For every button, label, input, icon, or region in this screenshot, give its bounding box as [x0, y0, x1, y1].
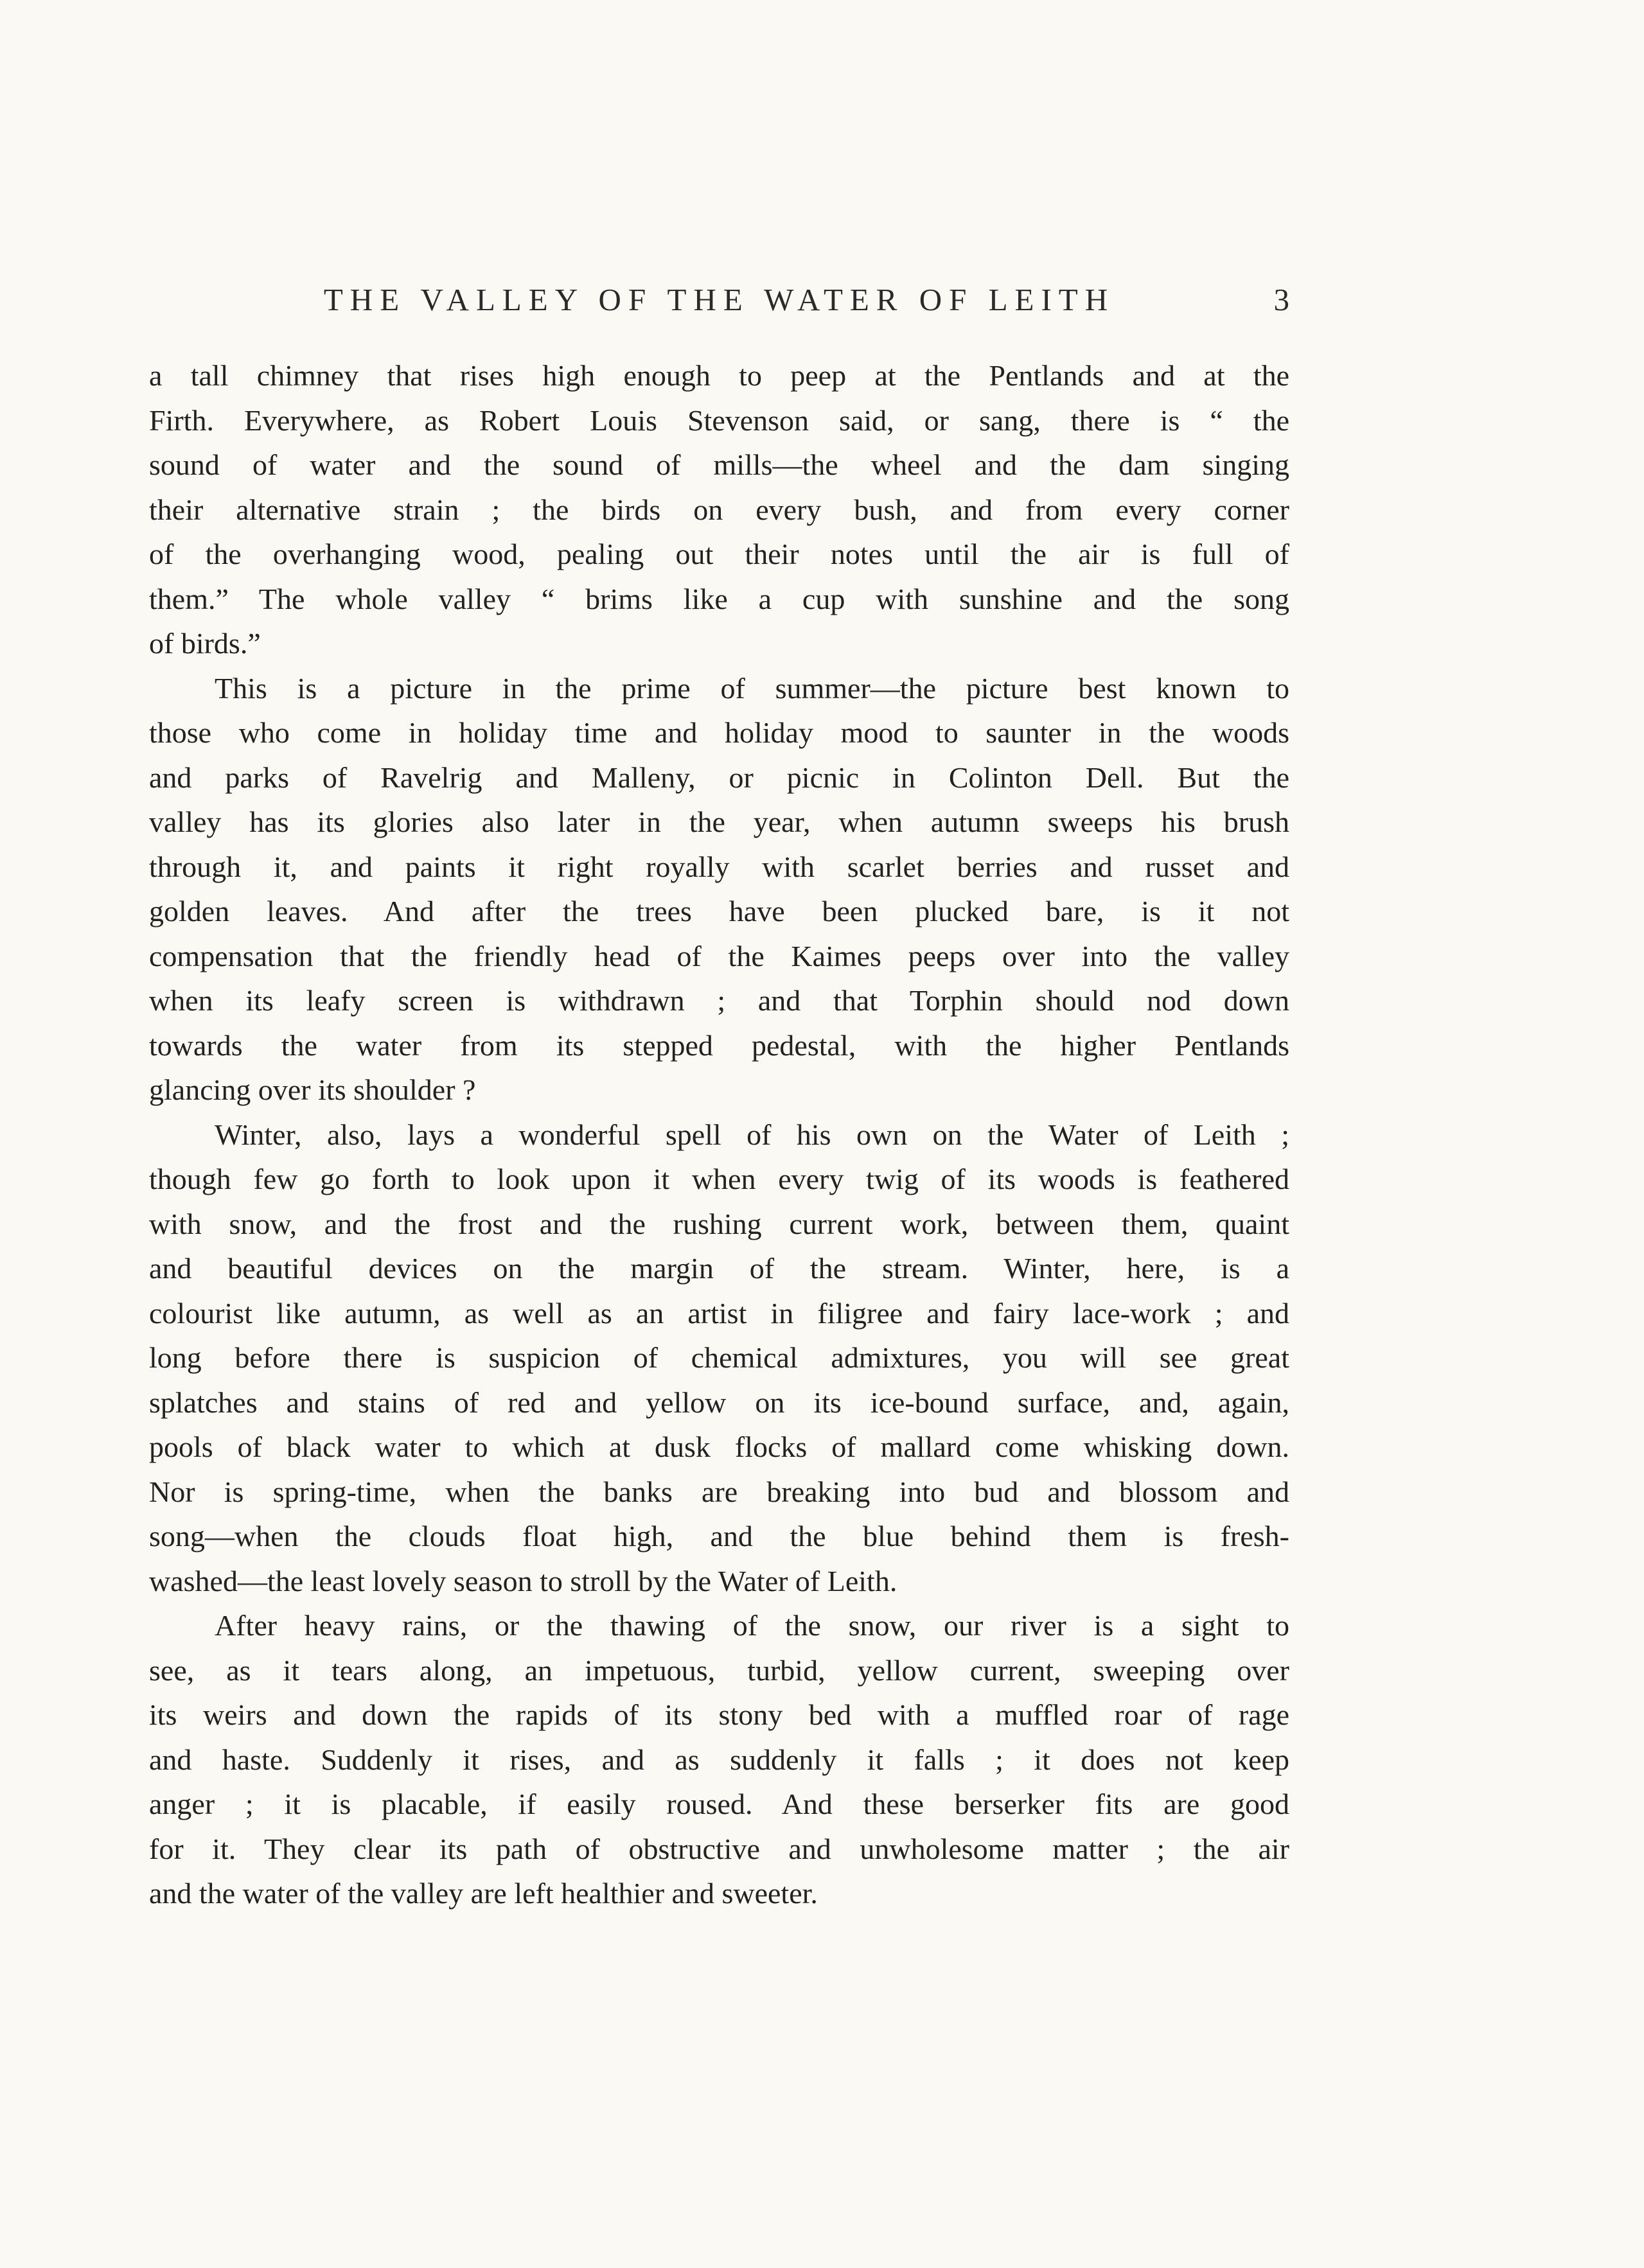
- body-text: [149, 353, 1289, 1916]
- text-line: them.” The whole valley “ brims like a cup with sunshine and the song: [149, 582, 1289, 615]
- text-line: anger ; it is placable, if easily roused. And these berserker fits are good: [149, 1788, 1289, 1820]
- text-line: through it, and paints it right royally with scarlet berries and russet and: [149, 850, 1289, 883]
- text-line: valley has its glories also later in the year, when autumn sweeps his brush: [149, 805, 1289, 838]
- running-head: [149, 277, 1289, 322]
- paragraph-1: [149, 353, 1289, 666]
- text-line: its weirs and down the rapids of its stony bed with a muffled roar of rage: [149, 1698, 1289, 1731]
- text-line: a tall chimney that rises high enough to peep at the Pentlands and at the: [149, 359, 1289, 392]
- text-line: towards the water from its stepped pedestal, with the higher Pentlands: [149, 1028, 1289, 1062]
- text-line: This is a picture in the prime of summer—the picture best known to: [215, 671, 1289, 705]
- text-line: splatches and stains of red and yellow on its ice-bound surface, and, again,: [149, 1385, 1289, 1419]
- paragraph-2: [149, 666, 1289, 1112]
- text-line: of birds.”: [149, 627, 261, 660]
- text-line: sound of water and the sound of mills—the wheel and the dam singing: [149, 448, 1289, 481]
- text-line: Winter, also, lays a wonderful spell of his own on the Water of Leith ;: [215, 1118, 1289, 1151]
- text-line: and beautiful devices on the margin of the stream. Winter, here, is a: [149, 1252, 1289, 1285]
- text-line: compensation that the friendly head of the Kaimes peeps over into the valley: [149, 939, 1289, 972]
- text-line: when its leafy screen is withdrawn ; and that Torphin should nod down: [149, 984, 1289, 1017]
- running-title: THE VALLEY OF THE WATER OF LEITH: [323, 282, 1115, 317]
- text-line: Nor is spring-time, when the banks are breaking into bud and blossom and: [149, 1475, 1289, 1508]
- text-line: glancing over its shoulder ?: [149, 1073, 476, 1106]
- text-line: with snow, and the frost and the rushing current work, between them, quaint: [149, 1207, 1289, 1240]
- paragraph-4: [149, 1603, 1289, 1916]
- text-line: though few go forth to look upon it when every twig of its woods is feathered: [149, 1163, 1289, 1195]
- page-number: 3: [1273, 282, 1289, 317]
- text-line: long before there is suspicion of chemical admixtures, you will see great: [149, 1341, 1289, 1374]
- text-line: see, as it tears along, an impetuous, turbid, yellow current, sweeping over: [149, 1653, 1289, 1687]
- text-line: colourist like autumn, as well as an artist in filigree and fairy lace-work ; and: [149, 1296, 1289, 1330]
- text-line: their alternative strain ; the birds on every bush, and from every corner: [149, 493, 1289, 526]
- text-line: of the overhanging wood, pealing out their notes until the air is full of: [149, 538, 1289, 570]
- text-line: Firth. Everywhere, as Robert Louis Stevenson said, or sang, there is “ the: [149, 403, 1289, 437]
- text-line: and the water of the valley are left healthier and sweeter.: [149, 1877, 818, 1910]
- text-line: pools of black water to which at dusk flocks of mallard come whisking down.: [149, 1430, 1289, 1463]
- text-line: and haste. Suddenly it rises, and as suddenly it falls ; it does not keep: [149, 1743, 1289, 1776]
- text-line: golden leaves. And after the trees have been plucked bare, is it not: [149, 895, 1289, 927]
- text-line: those who come in holiday time and holiday mood to saunter in the woods: [149, 716, 1289, 749]
- text-line: for it. They clear its path of obstructive and unwholesome matter ; the air: [149, 1832, 1289, 1865]
- text-line: washed—the least lovely season to stroll by the Water of Leith.: [149, 1564, 897, 1597]
- text-line: and parks of Ravelrig and Malleny, or picnic in Colinton Dell. But the: [149, 760, 1289, 794]
- text-line: After heavy rains, or the thawing of the snow, our river is a sight to: [215, 1609, 1289, 1642]
- paragraph-3: [149, 1112, 1289, 1604]
- text-line: song—when the clouds float high, and the blue behind them is fresh-: [149, 1520, 1289, 1552]
